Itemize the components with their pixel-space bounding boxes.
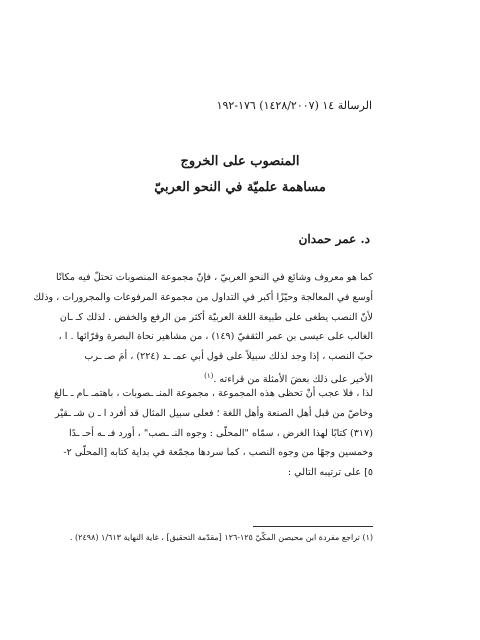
footnote-separator	[253, 526, 373, 527]
paragraph-line: ٥] على ترتيبه التالي :	[287, 467, 373, 479]
paragraph-line: الغالب على عيسى بن عمر الثقفيّ (١٤٩) ، من مشاهير نحاة البصرة وقرّائها . ا ،	[58, 331, 373, 343]
paragraph-1	[33, 268, 373, 390]
paragraph-line-text: الأخير على ذلك بعضَ الأمثلة من قراءته .	[213, 374, 373, 386]
paragraph-line: لذا ، فلا عجب أنْ تحظى هذه المجموعة ، مجموعة المنـ ـصوبات ، باهتمـ ـام ـ ـالغ	[53, 388, 373, 399]
paragraph-line: لأنّ النصب يطغى على طبيعة اللغة العربيّة أكثر من الرفع والخفض . لذلك كـ ـان	[59, 311, 373, 323]
paragraph-line: (٣١٧) كتابًا لهذا الغرض ، سمّاه "المحلّى : وجوه النـ ـصب" ، أورد فـ ـه أحـ ـدًا	[68, 427, 373, 439]
paragraph-line: وخاصّ من قبل أهل الصنعة وأهل اللغة ؛ فعلى سبيل المثال قد أفرد ا ـ ن شـ ـقيْر	[55, 407, 373, 419]
paragraph-line: حبّ النصب ، إذا وجد لذلك سبيلاً على قول أبي عمـ ـد (٢٢٤) ، أمَ صـ ـرب	[84, 351, 373, 363]
running-head: الرسالة ١٤ (١٤٢٨/٢٠٠٧) ١٧٦-١٩٢	[216, 99, 372, 112]
footnote: (١) تراجع مفردة ابن محيصن المكّيّ ١٢٥-١٢٦ [مقدّمة التحقيق] ، غاية النهاية ١/٦١٣ (٢٤٩٨) .	[69, 533, 373, 542]
paragraph-line: كما هو معروف وشائع في النحو العربيّ ، فإنّ مجموعة المنصوبات تحتلّ فيه مكانًا	[56, 272, 373, 283]
paragraph-line: أوسع في المعالجة وحيّزًا أكبر في التداول من مجموعة المرفوعات والمجرورات ، وذلك	[33, 291, 373, 303]
article-title: المنصوب على الخروج	[180, 154, 300, 169]
footnote-marker: (١)	[204, 371, 214, 380]
article-subtitle: مساهمة علميّة في النحو العربيّ	[154, 180, 326, 195]
paragraph-2	[53, 384, 373, 483]
paragraph-line: وخمسين وجهًا من وجوه النصب ، كما سردها مجمّعة في بداية كتابه [المحلّى ٢-	[63, 447, 373, 459]
author-name: د. عمر حمدان	[298, 232, 370, 246]
